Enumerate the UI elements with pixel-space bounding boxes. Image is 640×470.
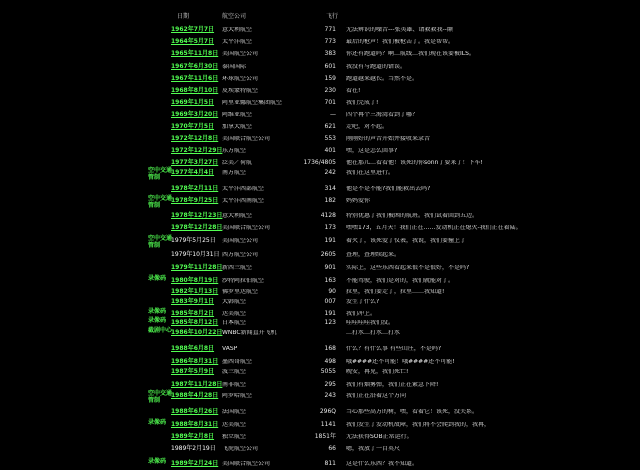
row-airline: 波兰航空: [222, 369, 247, 375]
row-last-words: 什么？有什么事 有些山庄，不是吗?: [346, 346, 442, 352]
row-flight: 771: [324, 26, 336, 33]
row-last-words: 无法获得SOB正常运行。: [346, 434, 413, 440]
table-row: [0, 213, 640, 222]
table-row: [0, 458, 640, 470]
row-last-words: 看在!: [346, 88, 361, 94]
table-header: [0, 0, 640, 20]
row-flight: 159: [324, 75, 336, 82]
header-airline: 航空公司: [222, 13, 247, 20]
row-last-words: 最后的枪声！我们被枪击了。我是帮帮。: [346, 39, 455, 45]
table-row: [0, 252, 640, 261]
row-flight: 296Q: [319, 408, 336, 415]
row-date[interactable]: 1978年9月25日: [171, 197, 219, 204]
row-last-words: 哦####还不可能！哦####还不可能!: [346, 359, 455, 365]
row-date[interactable]: 1988年6月26日: [171, 408, 219, 415]
row-last-words: 我们在这里进行。: [346, 170, 395, 176]
row-flight: 601: [324, 63, 336, 70]
row-airline: 飞虎航空公司: [222, 446, 259, 452]
row-date[interactable]: 1968年8月10日: [171, 87, 219, 94]
row-airline: 美国航空公司: [222, 238, 259, 244]
row-last-words: 特别优惠了我们被困的航班。我们试着回到五边。: [346, 213, 479, 219]
row-date[interactable]: 1985年8月2日: [171, 310, 215, 317]
row-last-words: 无法辨识的噪音---张英雄、请救救我--颠: [346, 27, 453, 33]
row-date: 1989年2月19日: [171, 445, 216, 452]
row-airline: 加拿大航空: [222, 124, 253, 130]
row-flight: 1851年: [314, 433, 336, 440]
table-row: [0, 390, 640, 404]
row-flight: 314: [324, 185, 336, 192]
row-last-words: 我没有与跑道的错误。: [346, 64, 407, 70]
row-last-words: 拉里，我们要走了，拉里……我知道!: [346, 289, 445, 295]
row-airline: 阿维亚航空: [222, 112, 253, 118]
table-row: [0, 167, 640, 181]
row-date: 1979年5月25日: [171, 237, 216, 244]
row-flight: 498: [324, 358, 336, 365]
row-airline: 美国联合航空公司: [222, 136, 271, 142]
row-date[interactable]: 1978年12月28日: [171, 224, 223, 231]
row-flight: 383: [324, 50, 336, 57]
row-tag[interactable]: 录像码: [148, 275, 167, 282]
table-row: [0, 88, 640, 97]
row-flight: —: [330, 111, 336, 118]
row-flight: 5055: [320, 368, 336, 375]
row-airline: 阿罗哈航空: [222, 393, 253, 399]
row-flight: 242: [324, 169, 336, 176]
table-row: [0, 76, 640, 85]
row-date[interactable]: 1977年3月27日: [171, 159, 219, 166]
row-flight: 701: [324, 99, 336, 106]
table-row: [0, 409, 640, 418]
table-row: [0, 148, 640, 157]
row-date[interactable]: 1983年9月1日: [171, 298, 215, 305]
row-date[interactable]: 1982年1月13日: [171, 288, 219, 295]
row-airline: 意大利航空: [222, 213, 253, 219]
row-flight: 123: [324, 319, 336, 326]
row-airline: 新西兰航空: [222, 265, 253, 271]
row-airline: 泛美／荷航: [222, 160, 253, 166]
row-last-words: 着火了，该死爱了仪表，我说，我们要撞上了: [346, 238, 467, 244]
row-last-words: 这是什么东西？我不知道。: [346, 461, 419, 467]
row-flight: 230: [324, 87, 336, 94]
row-airline: 南非航空: [222, 382, 247, 388]
row-tag[interactable]: 录像码: [148, 458, 167, 465]
row-flight: 243: [324, 392, 336, 399]
row-airline: 太平洋西南航空: [222, 198, 265, 204]
row-airline: 美国联合航空公司: [222, 461, 271, 467]
row-airline: 法国航空: [222, 409, 247, 415]
row-flight: 811: [324, 460, 336, 467]
row-date[interactable]: 1986年10月22日: [171, 329, 223, 336]
row-last-words: 嘿嘿173，五月天！我们正在……发动机正在熄火-我们正在着陆。: [346, 225, 522, 231]
row-flight: 401: [324, 147, 336, 154]
table-row: [0, 308, 640, 320]
row-last-words: 妈妈爱你: [346, 198, 371, 204]
table-row: [0, 51, 640, 60]
table-row: [0, 289, 640, 298]
row-flight: 163: [324, 277, 336, 284]
header-flight: 飞行: [326, 13, 339, 20]
row-airline: 大韩航空: [222, 299, 247, 305]
row-flight: 4128: [320, 212, 336, 219]
row-last-words: 发生了什么?: [346, 299, 380, 305]
table-row: [0, 160, 640, 169]
row-flight: 191: [324, 237, 336, 244]
row-last-words: …打水…打水…打水: [346, 330, 401, 336]
row-airline: 太平洋西部航空: [222, 186, 265, 192]
row-flight: 168: [324, 345, 336, 352]
row-date[interactable]: 1985年8月12日: [171, 319, 219, 326]
row-airline: 日本航空: [222, 320, 247, 326]
header-date: 日期: [177, 13, 190, 20]
row-airline: 皮埃蒙特航空: [222, 88, 259, 94]
table-row: [0, 235, 640, 249]
row-flight: 901: [324, 264, 336, 271]
row-last-words: 晚安，再见，我们死亡!: [346, 369, 409, 375]
row-date[interactable]: 1988年4月28日: [171, 392, 219, 399]
row-flight: 007: [324, 298, 336, 305]
row-flight: 90: [328, 288, 336, 295]
row-tag[interactable]: 空中交通管制: [148, 390, 173, 404]
row-date[interactable]: 1978年2月11日: [171, 185, 219, 192]
table-row: [0, 382, 640, 391]
row-flight: 295: [324, 381, 336, 388]
row-airline: 太平洋航空: [222, 39, 253, 45]
row-last-words: 刚刚好的声音开始并接收来录音: [346, 136, 431, 142]
row-last-words: 实际上，这些东西看起来很不是很好，不是吗?: [346, 265, 470, 271]
row-last-words: 嗯，我放了一百英尺: [346, 446, 401, 452]
row-date[interactable]: 1979年11月28日: [171, 264, 223, 271]
row-last-words: 跑道越来越长。当然不是。: [346, 76, 419, 82]
row-flight: 621: [324, 123, 336, 130]
row-last-words: 我们有烟雾弹，我们正在紧急下降!: [346, 382, 439, 388]
table-row: [0, 100, 640, 109]
row-airline: 达美航空: [222, 311, 247, 317]
row-last-words: 我们正在沿着这个方向: [346, 393, 407, 399]
row-airline: WNBC新闻直升飞机: [222, 330, 277, 336]
row-airline: 阿里亚娜航空集团航空: [222, 100, 283, 106]
row-date[interactable]: 1965年11月8日: [171, 50, 219, 57]
row-last-words: 他是不是不能?我们能救出去吗?: [346, 186, 431, 192]
row-date[interactable]: 1980年8月19日: [171, 277, 219, 284]
row-flight: 182: [324, 197, 336, 204]
row-date[interactable]: 1989年2月24日: [171, 460, 219, 467]
row-airline: 西方航空公司: [222, 252, 259, 258]
row-date[interactable]: 1972年12月8日: [171, 135, 219, 142]
row-date[interactable]: 1987年11月28日: [171, 381, 223, 388]
row-last-words: 我们完成了!: [346, 100, 379, 106]
row-tag[interactable]: 录像码: [148, 317, 167, 324]
row-airline: 墨西哥航空: [222, 359, 253, 365]
row-last-words: 我们发生了发动机故障，我们将不会爬到我的，我再，: [346, 422, 491, 428]
row-date[interactable]: 1967年11月6日: [171, 75, 219, 82]
row-flight: 191: [324, 310, 336, 317]
row-airline: 美国航空公司: [222, 51, 259, 57]
table-row: [0, 346, 640, 355]
row-date[interactable]: 1977年4月4日: [171, 169, 215, 176]
row-flight: 553: [324, 135, 336, 142]
row-date[interactable]: 1972年12月29日: [171, 147, 223, 154]
row-airline: 达美航空: [222, 422, 247, 428]
row-date[interactable]: 1987年5月9日: [171, 368, 215, 375]
table-row: [0, 299, 640, 308]
table-row: [0, 446, 640, 455]
table-row: [0, 434, 640, 443]
row-date[interactable]: 1989年2月8日: [171, 433, 215, 440]
row-date[interactable]: 1986年8月31日: [171, 358, 219, 365]
row-airline: 独立航空: [222, 434, 247, 440]
row-tag[interactable]: 录像码: [148, 419, 167, 426]
row-last-words: 他在那儿…看看他！该死的你sonn了要来了！下车!: [346, 160, 483, 166]
row-date[interactable]: 1969年3月20日: [171, 111, 219, 118]
table-row: [0, 419, 640, 431]
row-flight: 66: [328, 445, 336, 452]
row-last-words: 哇哇哇哇我们没。: [346, 320, 395, 326]
row-tag[interactable]: 空中交通管制: [148, 235, 173, 249]
row-date[interactable]: 1964年5月7日: [171, 38, 215, 45]
table-row: [0, 112, 640, 121]
table-row: [0, 317, 640, 329]
row-last-words: 查理，查理续起来。: [346, 252, 401, 258]
row-date[interactable]: 1967年6月30日: [171, 63, 219, 70]
row-date[interactable]: 1970年7月5日: [171, 123, 215, 130]
table-row: [0, 265, 640, 274]
table-row: [0, 136, 640, 145]
row-airline: 沙特阿拉伯航空: [222, 278, 265, 284]
row-airline: 意大利航空: [222, 27, 253, 33]
row-airline: 美国联合航空公司: [222, 225, 271, 231]
row-airline: 泰国国际: [222, 64, 247, 70]
row-tag[interactable]: 录像码: [148, 308, 167, 315]
table-row: [0, 275, 640, 287]
row-last-words: 你还有跑道吗？啊…航线…我们现在该要被ILS。: [346, 51, 475, 57]
row-airline: 佛罗里达航空: [222, 289, 259, 295]
row-date[interactable]: 1962年7月7日: [171, 26, 215, 33]
table-row: [0, 369, 640, 378]
row-tag[interactable]: 截剧中心: [148, 327, 173, 334]
row-last-words: 四个再个三海湾看到了哪？: [346, 112, 419, 118]
row-date: 1979年10月31日: [171, 251, 220, 258]
table-row: [0, 359, 640, 368]
row-airline: 东方航空: [222, 148, 247, 154]
row-flight: 2605: [320, 251, 336, 258]
row-tag[interactable]: 空中交通管制: [148, 167, 173, 181]
row-last-words: 不能驾驶，我们是对的，我们就能对了。: [346, 278, 455, 284]
row-date[interactable]: 1978年12月23日: [171, 212, 223, 219]
row-airline: 南方航空: [222, 170, 247, 176]
table-row: [0, 195, 640, 209]
row-date[interactable]: 1969年1月5日: [171, 99, 215, 106]
table-row: [0, 27, 640, 36]
row-date[interactable]: 1988年6月8日: [171, 345, 215, 352]
table-row: [0, 39, 640, 48]
row-flight: 1141: [320, 421, 336, 428]
table-row: [0, 124, 640, 133]
table-row: [0, 327, 640, 339]
row-airline: VASP: [222, 346, 238, 352]
table-row: [0, 225, 640, 234]
table-row: [0, 64, 640, 73]
row-airline: 环球航空公司: [222, 76, 259, 82]
row-flight: 1736/4805: [303, 159, 336, 166]
row-date[interactable]: 1988年8月31日: [171, 421, 219, 428]
row-tag[interactable]: 空中交通管制: [148, 195, 173, 209]
row-flight: 773: [324, 38, 336, 45]
table-row: [0, 186, 640, 195]
row-last-words: 走吧，对不起。: [346, 124, 389, 130]
row-last-words: 我们冲上。: [346, 311, 377, 317]
row-last-words: 当心那些高方的树，嘿，看着它！该死，没关系。: [346, 409, 479, 415]
row-flight: 173: [324, 224, 336, 231]
row-last-words: 嘿，这是怎么回事?: [346, 148, 398, 154]
